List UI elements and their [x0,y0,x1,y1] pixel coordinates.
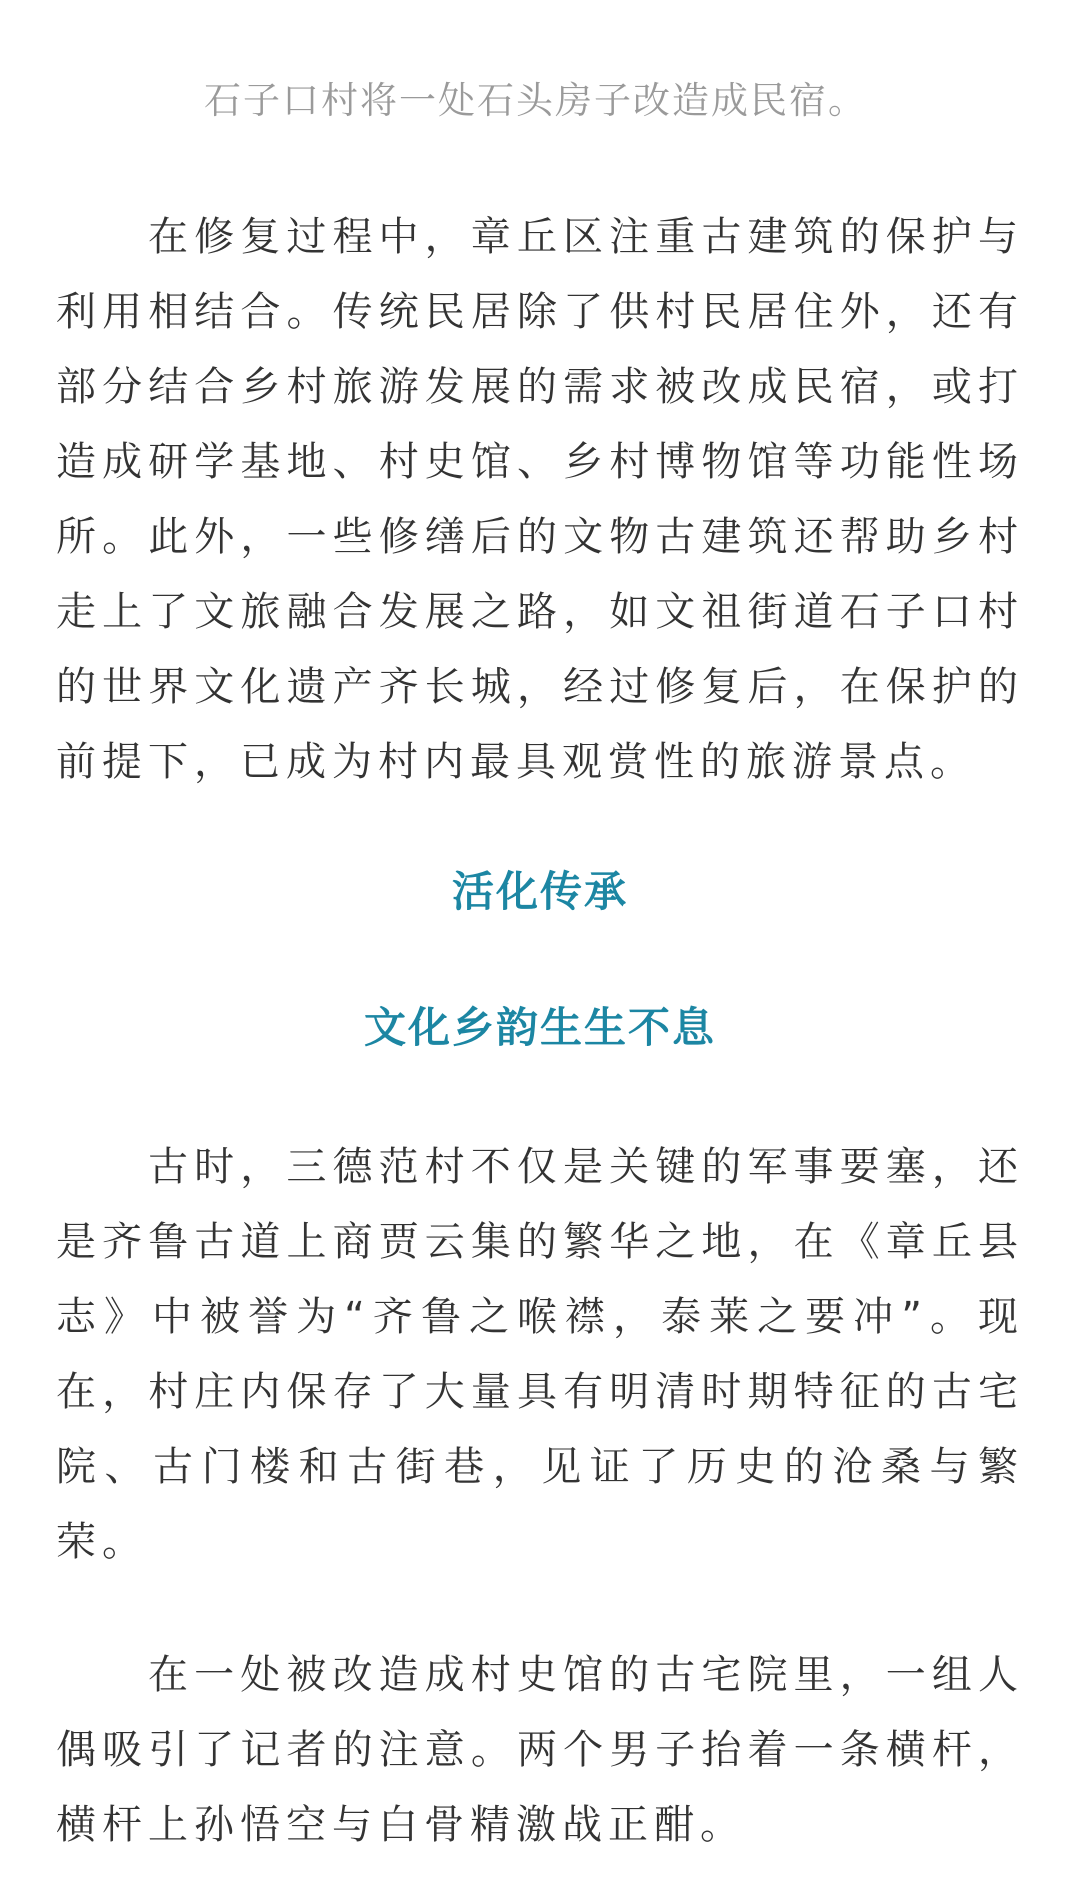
image-caption: 石子口村将一处石头房子改造成民宿。 [204,79,867,122]
section-heading-2: 文化乡韵生生不息 [363,1003,716,1052]
paragraph-sandefan-village: 古时，三德范村不仅是关键的军事要塞，还是齐鲁古道上商贾云集的繁华之地，在《章丘县志》中被誉为“齐鲁之喉襟，泰莱之要冲”。现在，村庄内保存了大量具有明清时期特征的古宅院、古门楼和古街巷，见证了历史的沧桑与繁荣。 [56,1144,1024,1565]
paragraph-puppets: 在一处被改造成村史馆的古宅院里，一组人偶吸引了记者的注意。两个男子抬着一条横杆，横杆上孙悟空与白骨精激战正酣。 [56,1652,1024,1848]
paragraph-restoration: 在修复过程中，章丘区注重古建筑的保护与利用相结合。传统民居除了供村民居住外，还有部分结合乡村旅游发展的需求被改成民宿，或打造成研学基地、村史馆、乡村博物馆等功能性场所。此外，一些修缮后的文物古建筑还帮助乡村走上了文旅融合发展之路，如文祖街道石子口村的世界文化遗产齐长城，经过修复后，在保护的前提下，已成为村内最具观赏性的旅游景点。 [56,214,1024,785]
section-heading-1: 活化传承 [451,867,628,916]
